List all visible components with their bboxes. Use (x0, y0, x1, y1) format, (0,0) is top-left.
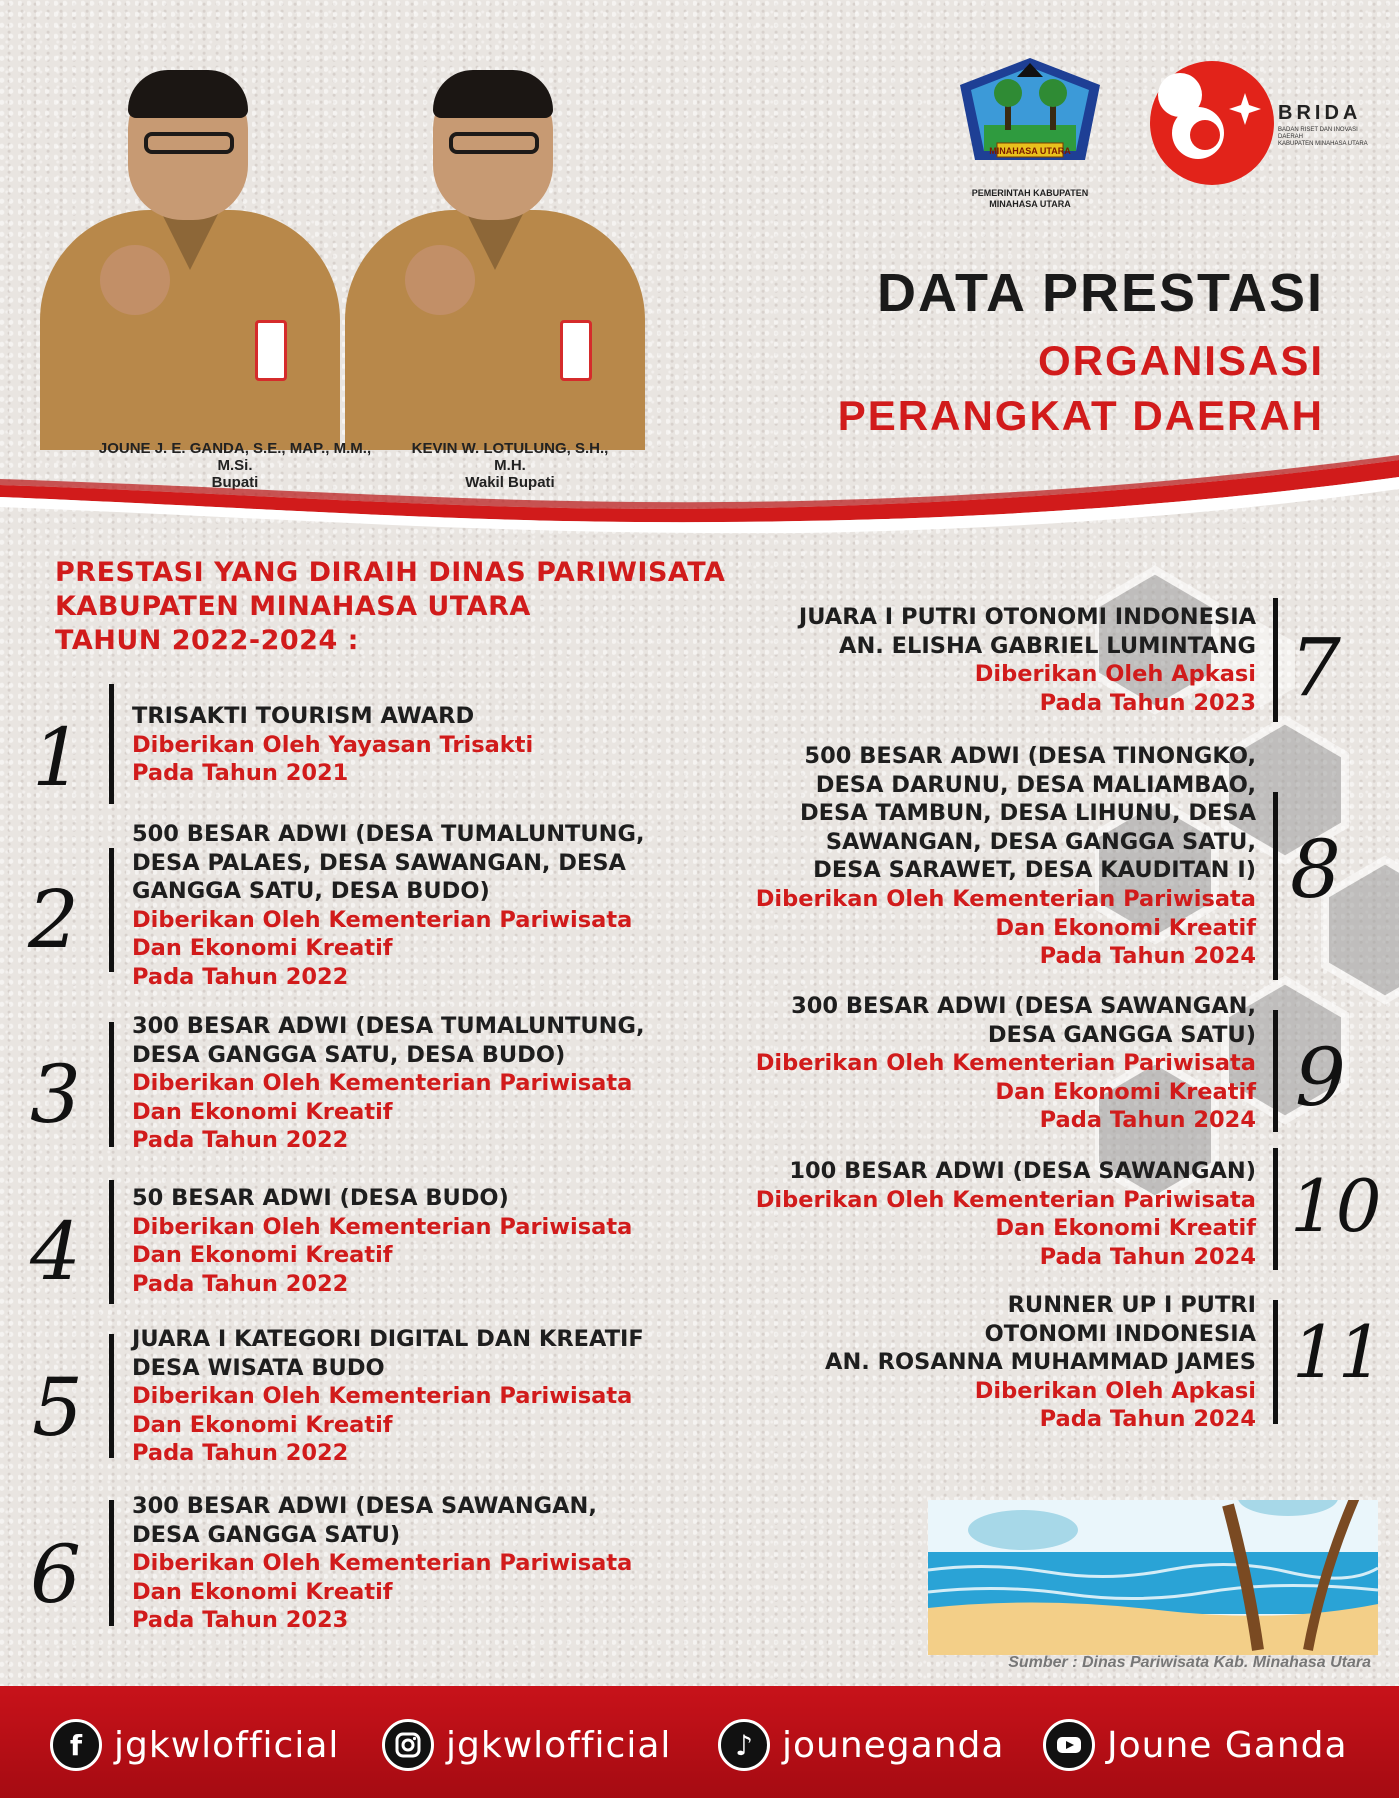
achievement-item-9 (756, 992, 1256, 1135)
social-handle: jgkwlofficial (114, 1724, 340, 1766)
item-title-line: DESA GANGGA SATU) (132, 1521, 401, 1548)
item-detail-line: Diberikan Oleh Apkasi (974, 1377, 1256, 1404)
achievement-item-4 (132, 1184, 632, 1298)
bupati-role: Bupati (211, 474, 259, 491)
item-title-line: 300 BESAR ADWI (DESA SAWANGAN, (132, 1493, 597, 1519)
item-detail-line: Diberikan Oleh Kementerian Pariwisata (132, 1383, 633, 1410)
item-divider (1273, 1148, 1278, 1270)
item-title-line: RUNNER UP I PUTRI (1007, 1292, 1256, 1318)
item-title-line: GANGGA SATU, DESA BUDO) (132, 878, 490, 905)
achievement-item-8 (756, 742, 1256, 971)
item-title-line: OTONOMI INDONESIA (984, 1320, 1256, 1347)
instagram-icon (382, 1719, 434, 1771)
wakil-bupati-photo (345, 70, 645, 440)
item-detail-line: Diberikan Oleh Kementerian Pariwisata (132, 1550, 633, 1577)
red-white-ribbon (0, 455, 1399, 535)
item-detail-line: Pada Tahun 2021 (132, 760, 349, 787)
item-detail-line: Pada Tahun 2023 (132, 1607, 349, 1634)
bupati-photo (40, 70, 340, 440)
facebook-glyph: f (69, 1728, 83, 1762)
item-detail-line: Diberikan Oleh Yayasan Trisakti (132, 731, 534, 758)
item-detail-line: Pada Tahun 2022 (132, 1270, 349, 1297)
item-divider (1273, 1010, 1278, 1132)
achievement-item-3 (132, 1012, 645, 1155)
item-detail-line: Dan Ekonomi Kreatif (132, 935, 393, 962)
item-detail-line: Dan Ekonomi Kreatif (132, 1242, 393, 1269)
page-title: DATA PRESTASI (876, 263, 1324, 323)
item-title-line: DESA TAMBUN, DESA LIHUNU, DESA (800, 800, 1256, 827)
section-heading-line: KABUPATEN MINAHASA UTARA (55, 591, 531, 622)
item-detail-line: Pada Tahun 2022 (132, 963, 349, 990)
item-number: 6 (30, 1528, 81, 1621)
item-detail-line: Diberikan Oleh Kementerian Pariwisata (132, 1070, 633, 1097)
minut-caption-line: PEMERINTAH KABUPATEN (971, 188, 1089, 198)
tiktok-link[interactable] (718, 1720, 1004, 1770)
page-subtitle-line1: ORGANISASI (1037, 337, 1324, 384)
item-number: 9 (1295, 1031, 1346, 1124)
item-title-line: AN. ELISHA GABRIEL LUMINTANG (839, 632, 1256, 659)
section-heading (55, 556, 815, 658)
wakil-bupati-role: Wakil Bupati (465, 474, 555, 491)
item-divider (109, 684, 114, 804)
item-divider (109, 1500, 114, 1626)
item-number: 2 (28, 873, 79, 966)
item-number: 7 (1290, 621, 1341, 714)
item-title-line: 100 BESAR ADWI (DESA SAWANGAN) (789, 1158, 1256, 1184)
page-subtitle-line2: PERANGKAT DAERAH (837, 392, 1324, 439)
achievement-item-11 (825, 1291, 1256, 1434)
item-title-line: 50 BESAR ADWI (DESA BUDO) (132, 1185, 509, 1211)
social-handle: jgkwlofficial (446, 1724, 672, 1766)
beach-illustration (928, 1500, 1378, 1655)
item-detail-line: Diberikan Oleh Kementerian Pariwisata (755, 885, 1256, 912)
brida-subtitle-line: KABUPATEN MINAHASA UTARA (1278, 141, 1368, 147)
achievement-item-6 (132, 1492, 632, 1635)
item-detail-line: Pada Tahun 2022 (132, 1127, 349, 1154)
item-detail-line: Pada Tahun 2022 (132, 1440, 349, 1467)
item-detail-line: Pada Tahun 2024 (1039, 1243, 1256, 1270)
item-detail-line: Pada Tahun 2024 (1039, 943, 1256, 970)
brida-logo (1140, 55, 1280, 190)
item-title-line: AN. ROSANNA MUHAMMAD JAMES (825, 1349, 1256, 1376)
minut-banner-text: MINAHASA UTARA (989, 146, 1071, 156)
item-detail-line: Diberikan Oleh Kementerian Pariwisata (755, 1050, 1256, 1077)
item-divider (109, 1180, 114, 1304)
achievement-item-1 (132, 702, 533, 788)
item-detail-line: Dan Ekonomi Kreatif (995, 1215, 1256, 1242)
item-number: 11 (1292, 1310, 1384, 1394)
item-title-line: DESA WISATA BUDO (132, 1354, 385, 1381)
item-title-line: JUARA I PUTRI OTONOMI INDONESIA (798, 604, 1256, 630)
item-title-line: DESA SARAWET, DESA KAUDITAN I) (813, 857, 1256, 884)
achievement-item-5 (132, 1325, 644, 1468)
item-title-line: JUARA I KATEGORI DIGITAL DAN KREATIF (132, 1326, 644, 1352)
item-detail-line: Pada Tahun 2024 (1039, 1406, 1256, 1433)
youtube-link[interactable] (1043, 1720, 1348, 1770)
item-number: 10 (1290, 1164, 1382, 1248)
minahasa-utara-logo (955, 55, 1105, 185)
item-detail-line: Dan Ekonomi Kreatif (132, 1098, 393, 1125)
bupati-name: JOUNE J. E. GANDA, S.E., MAP., M.M., M.Si. (98, 440, 372, 474)
item-detail-line: Diberikan Oleh Kementerian Pariwisata (755, 1186, 1256, 1213)
item-divider (1273, 1300, 1278, 1424)
brida-name: BRIDA (1278, 102, 1362, 124)
item-detail-line: Dan Ekonomi Kreatif (995, 1078, 1256, 1105)
wakil-bupati-name: KEVIN W. LOTULUNG, S.H., M.H. (411, 440, 609, 474)
item-title-line: 300 BESAR ADWI (DESA SAWANGAN, (791, 993, 1256, 1019)
achievement-item-2 (132, 820, 645, 992)
item-detail-line: Dan Ekonomi Kreatif (132, 1411, 393, 1438)
source-note: Sumber : Dinas Pariwisata Kab. Minahasa Utara (1008, 1654, 1371, 1671)
social-footer (0, 1686, 1399, 1798)
item-number: 5 (32, 1361, 83, 1454)
item-divider (1273, 598, 1278, 722)
youtube-icon (1043, 1719, 1095, 1771)
item-divider (109, 1334, 114, 1458)
social-handle: Joune Ganda (1107, 1724, 1348, 1766)
social-handle: jouneganda (782, 1724, 1005, 1766)
item-title-line: DESA DARUNU, DESA MALIAMBAO, (815, 771, 1256, 798)
item-number: 1 (32, 711, 83, 804)
facebook-link[interactable] (50, 1720, 339, 1770)
item-detail-line: Dan Ekonomi Kreatif (132, 1578, 393, 1605)
item-title-line: DESA PALAES, DESA SAWANGAN, DESA (132, 849, 626, 876)
item-detail-line: Pada Tahun 2023 (1039, 689, 1256, 716)
instagram-link[interactable] (382, 1720, 671, 1770)
item-number: 4 (30, 1205, 81, 1298)
item-title-line: DESA GANGGA SATU) (987, 1021, 1256, 1048)
brida-subtitle-line: BADAN RISET DAN INOVASI DAERAH (1278, 127, 1358, 140)
facebook-icon (50, 1719, 102, 1771)
section-heading-line: PRESTASI YANG DIRAIH DINAS PARIWISATA (55, 557, 726, 588)
item-title-line: DESA GANGGA SATU, DESA BUDO) (132, 1041, 566, 1068)
item-number: 3 (30, 1048, 81, 1141)
brida-subtitle (1278, 127, 1368, 148)
tiktok-icon (718, 1719, 770, 1771)
tiktok-glyph: ♪ (735, 1728, 753, 1762)
item-detail-line: Diberikan Oleh Kementerian Pariwisata (132, 1213, 633, 1240)
item-divider (1273, 792, 1278, 980)
item-divider (109, 1022, 114, 1147)
item-divider (109, 848, 114, 972)
achievement-item-10 (756, 1157, 1256, 1271)
item-detail-line: Dan Ekonomi Kreatif (995, 914, 1256, 941)
item-title-line: 300 BESAR ADWI (DESA TUMALUNTUNG, (132, 1013, 645, 1039)
achievement-item-7 (799, 603, 1256, 717)
item-number: 8 (1290, 823, 1341, 916)
item-detail-line: Diberikan Oleh Apkasi (974, 661, 1256, 688)
item-title-line: SAWANGAN, DESA GANGGA SATU, (825, 828, 1256, 855)
section-heading-line: TAHUN 2022-2024 : (55, 625, 359, 656)
minut-caption-line: MINAHASA UTARA (989, 199, 1071, 209)
item-title-line: TRISAKTI TOURISM AWARD (132, 703, 475, 729)
item-title-line: 500 BESAR ADWI (DESA TINONGKO, (804, 743, 1256, 769)
item-detail-line: Diberikan Oleh Kementerian Pariwisata (132, 906, 633, 933)
item-title-line: 500 BESAR ADWI (DESA TUMALUNTUNG, (132, 821, 645, 847)
item-detail-line: Pada Tahun 2024 (1039, 1107, 1256, 1134)
minut-caption (955, 188, 1105, 210)
